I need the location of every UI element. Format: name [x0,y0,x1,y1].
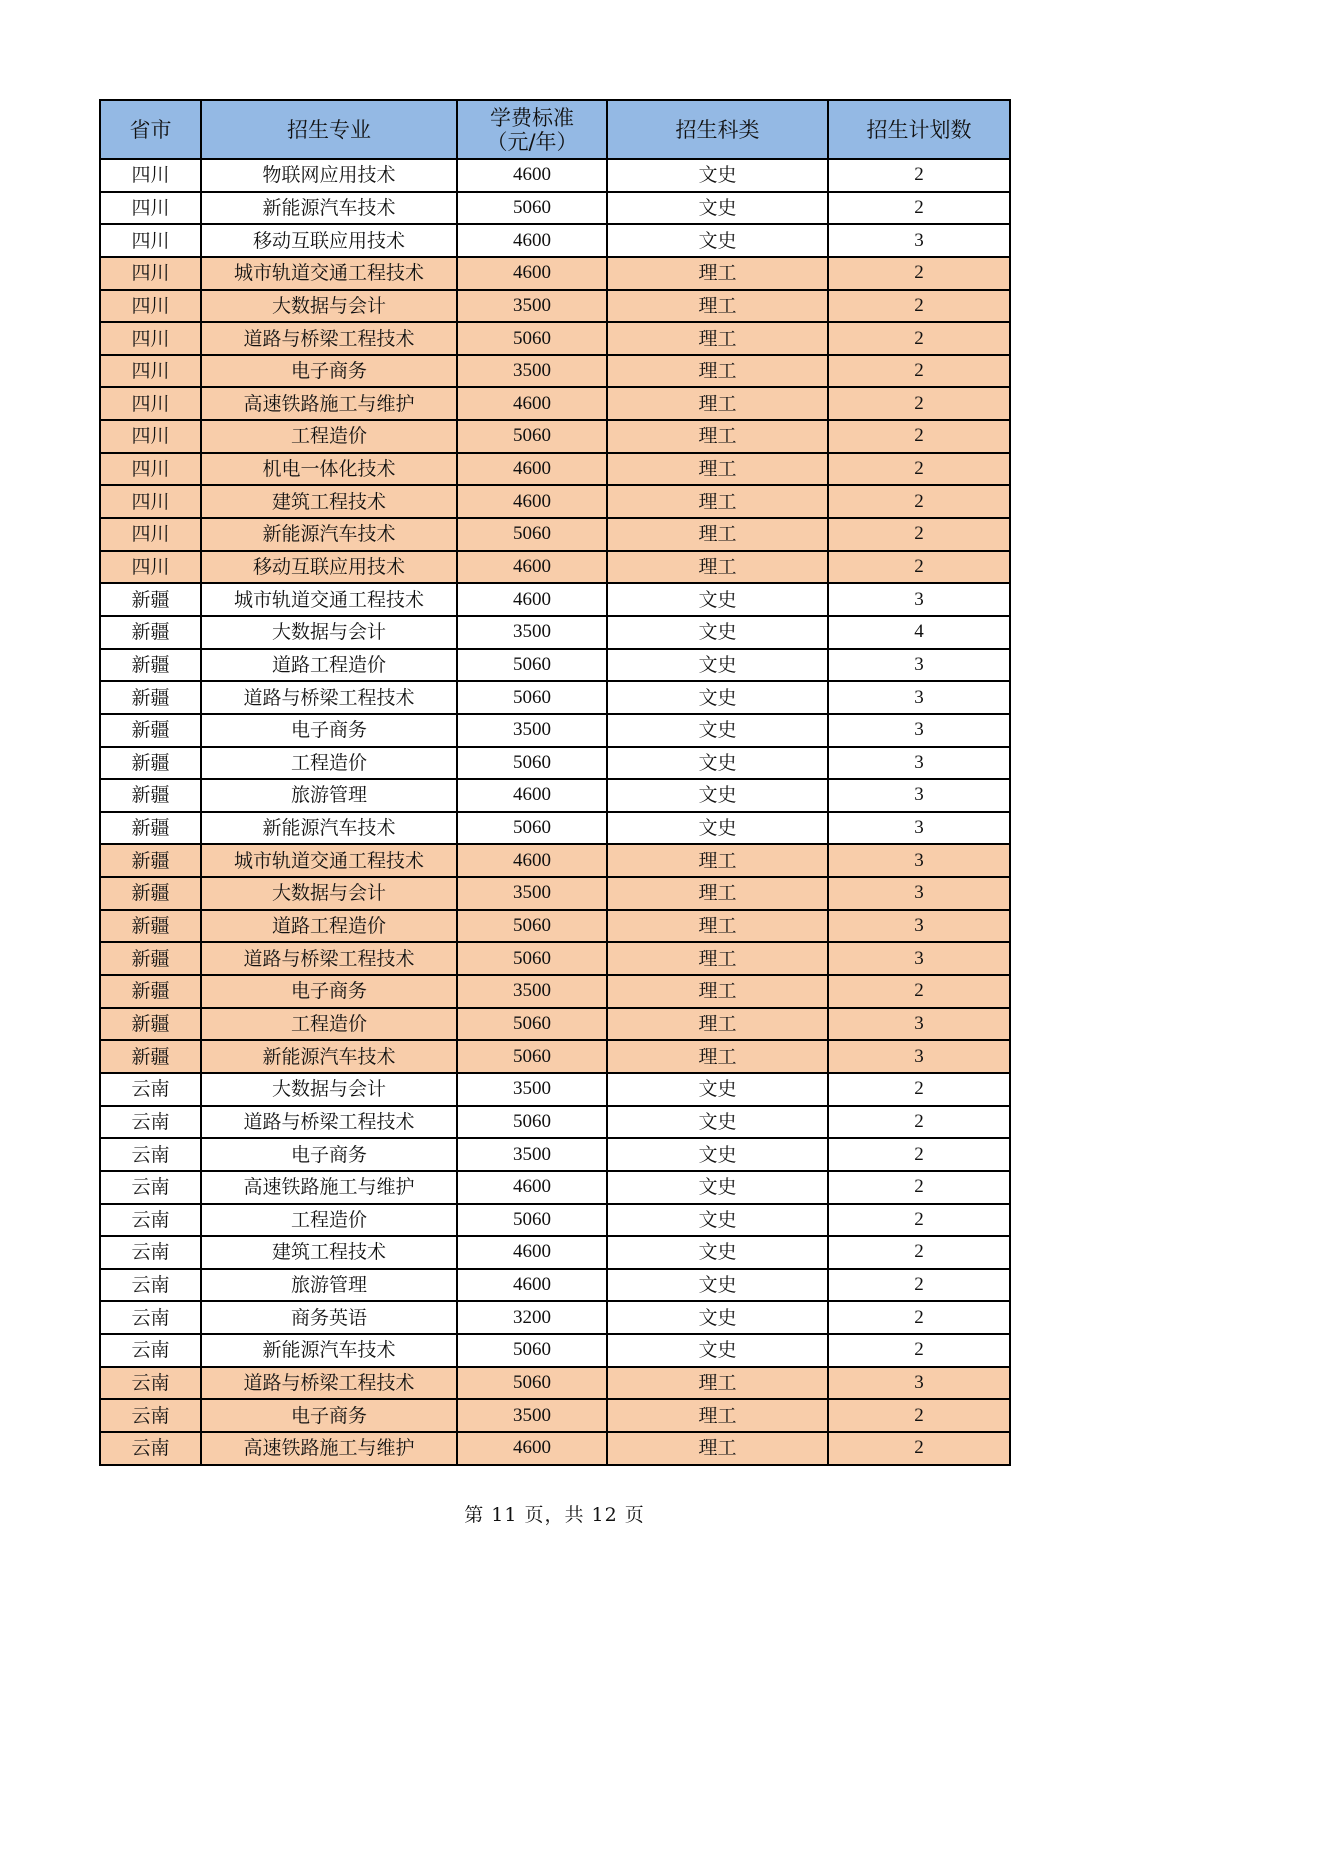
cell-category: 文史 [607,192,828,225]
cell-major: 新能源汽车技术 [201,1040,457,1073]
cell-major: 新能源汽车技术 [201,518,457,551]
cell-tuition: 3500 [457,1073,607,1106]
cell-plan-count: 2 [828,1204,1010,1237]
cell-province: 新疆 [100,910,201,943]
cell-category: 文史 [607,779,828,812]
cell-province: 四川 [100,551,201,584]
cell-tuition: 5060 [457,1204,607,1237]
cell-tuition: 5060 [457,192,607,225]
cell-province: 新疆 [100,747,201,780]
cell-major: 高速铁路施工与维护 [201,387,457,420]
cell-category: 理工 [607,257,828,290]
cell-tuition: 5060 [457,1040,607,1073]
header-plan-count: 招生计划数 [828,100,1010,159]
cell-category: 文史 [607,1171,828,1204]
cell-plan-count: 2 [828,1171,1010,1204]
cell-tuition: 4600 [457,844,607,877]
cell-province: 云南 [100,1269,201,1302]
cell-major: 高速铁路施工与维护 [201,1432,457,1465]
cell-major: 电子商务 [201,1399,457,1432]
cell-tuition: 4600 [457,551,607,584]
cell-plan-count: 2 [828,290,1010,323]
table-row [100,649,1010,682]
cell-tuition: 4600 [457,1269,607,1302]
table-row [100,747,1010,780]
cell-category: 文史 [607,1236,828,1269]
cell-plan-count: 3 [828,779,1010,812]
cell-tuition: 4600 [457,1171,607,1204]
cell-category: 理工 [607,453,828,486]
cell-province: 新疆 [100,812,201,845]
cell-major: 物联网应用技术 [201,159,457,192]
cell-category: 文史 [607,1106,828,1139]
table-row [100,485,1010,518]
cell-major: 商务英语 [201,1301,457,1334]
cell-province: 四川 [100,322,201,355]
cell-plan-count: 2 [828,387,1010,420]
cell-plan-count: 2 [828,975,1010,1008]
cell-major: 道路与桥梁工程技术 [201,1367,457,1400]
table-row [100,420,1010,453]
cell-major: 机电一体化技术 [201,453,457,486]
cell-province: 四川 [100,159,201,192]
cell-plan-count: 2 [828,159,1010,192]
cell-major: 建筑工程技术 [201,485,457,518]
cell-category: 文史 [607,1073,828,1106]
cell-category: 理工 [607,877,828,910]
cell-major: 高速铁路施工与维护 [201,1171,457,1204]
cell-tuition: 3500 [457,290,607,323]
cell-major: 建筑工程技术 [201,1236,457,1269]
cell-province: 四川 [100,290,201,323]
cell-category: 理工 [607,1008,828,1041]
cell-province: 新疆 [100,649,201,682]
cell-category: 文史 [607,649,828,682]
cell-province: 新疆 [100,616,201,649]
cell-plan-count: 3 [828,1008,1010,1041]
cell-tuition: 5060 [457,649,607,682]
cell-province: 新疆 [100,844,201,877]
cell-category: 理工 [607,485,828,518]
cell-plan-count: 2 [828,1399,1010,1432]
cell-category: 理工 [607,518,828,551]
header-tuition [457,100,607,159]
cell-province: 新疆 [100,714,201,747]
cell-province: 云南 [100,1399,201,1432]
table-row [100,1073,1010,1106]
table-row [100,1367,1010,1400]
cell-plan-count: 4 [828,616,1010,649]
cell-category: 理工 [607,844,828,877]
cell-category: 理工 [607,387,828,420]
cell-tuition: 4600 [457,1236,607,1269]
table-row [100,224,1010,257]
cell-tuition: 5060 [457,518,607,551]
cell-tuition: 4600 [457,1432,607,1465]
table-row [100,877,1010,910]
cell-tuition: 5060 [457,1367,607,1400]
cell-plan-count: 2 [828,1334,1010,1367]
cell-major: 道路工程造价 [201,910,457,943]
cell-province: 四川 [100,485,201,518]
cell-tuition: 3500 [457,877,607,910]
cell-category: 文史 [607,583,828,616]
cell-plan-count: 3 [828,1367,1010,1400]
table-row [100,616,1010,649]
cell-major: 道路与桥梁工程技术 [201,1106,457,1139]
cell-province: 云南 [100,1106,201,1139]
cell-province: 四川 [100,453,201,486]
cell-tuition: 3500 [457,714,607,747]
cell-category: 理工 [607,1367,828,1400]
cell-province: 新疆 [100,583,201,616]
cell-province: 云南 [100,1171,201,1204]
cell-category: 理工 [607,1399,828,1432]
table-row [100,1301,1010,1334]
cell-plan-count: 3 [828,942,1010,975]
cell-tuition: 5060 [457,322,607,355]
table-row [100,518,1010,551]
cell-province: 云南 [100,1236,201,1269]
cell-tuition: 5060 [457,681,607,714]
header-category: 招生科类 [607,100,828,159]
cell-tuition: 5060 [457,812,607,845]
cell-province: 云南 [100,1301,201,1334]
cell-category: 理工 [607,420,828,453]
header-major: 招生专业 [201,100,457,159]
cell-tuition: 5060 [457,1334,607,1367]
cell-province: 云南 [100,1367,201,1400]
cell-plan-count: 2 [828,420,1010,453]
cell-province: 四川 [100,355,201,388]
cell-province: 云南 [100,1432,201,1465]
cell-plan-count: 3 [828,1040,1010,1073]
table-row [100,1432,1010,1465]
cell-category: 文史 [607,747,828,780]
table-row [100,387,1010,420]
table-row [100,1040,1010,1073]
cell-plan-count: 2 [828,518,1010,551]
table-row [100,779,1010,812]
cell-plan-count: 2 [828,1432,1010,1465]
cell-category: 文史 [607,1138,828,1171]
table-row [100,1138,1010,1171]
cell-category: 文史 [607,224,828,257]
cell-tuition: 5060 [457,942,607,975]
cell-plan-count: 3 [828,649,1010,682]
cell-plan-count: 2 [828,257,1010,290]
table-row [100,975,1010,1008]
table-row [100,1334,1010,1367]
cell-plan-count: 2 [828,1236,1010,1269]
table-row [100,910,1010,943]
header-province: 省市 [100,100,201,159]
cell-category: 文史 [607,812,828,845]
cell-plan-count: 2 [828,192,1010,225]
table-row [100,1269,1010,1302]
cell-province: 四川 [100,420,201,453]
cell-category: 理工 [607,290,828,323]
cell-plan-count: 2 [828,485,1010,518]
cell-category: 文史 [607,681,828,714]
cell-major: 道路工程造价 [201,649,457,682]
cell-major: 新能源汽车技术 [201,1334,457,1367]
cell-tuition: 4600 [457,583,607,616]
cell-plan-count: 2 [828,1073,1010,1106]
cell-plan-count: 2 [828,355,1010,388]
cell-province: 四川 [100,518,201,551]
cell-tuition: 4600 [457,453,607,486]
cell-major: 工程造价 [201,747,457,780]
cell-major: 电子商务 [201,714,457,747]
cell-major: 城市轨道交通工程技术 [201,583,457,616]
cell-category: 理工 [607,942,828,975]
cell-major: 道路与桥梁工程技术 [201,681,457,714]
cell-tuition: 4600 [457,159,607,192]
table-header-row [100,100,1010,159]
cell-major: 电子商务 [201,1138,457,1171]
cell-tuition: 4600 [457,485,607,518]
cell-plan-count: 2 [828,551,1010,584]
cell-tuition: 4600 [457,779,607,812]
cell-category: 理工 [607,322,828,355]
table-row [100,681,1010,714]
cell-tuition: 3500 [457,1399,607,1432]
cell-major: 电子商务 [201,975,457,1008]
cell-plan-count: 3 [828,812,1010,845]
cell-major: 旅游管理 [201,779,457,812]
cell-tuition: 4600 [457,224,607,257]
cell-category: 文史 [607,714,828,747]
cell-plan-count: 3 [828,844,1010,877]
table-row [100,453,1010,486]
table-row [100,1204,1010,1237]
table-row [100,583,1010,616]
cell-tuition: 3500 [457,975,607,1008]
cell-plan-count: 3 [828,681,1010,714]
cell-plan-count: 2 [828,1301,1010,1334]
cell-major: 大数据与会计 [201,877,457,910]
cell-category: 理工 [607,551,828,584]
cell-major: 新能源汽车技术 [201,192,457,225]
cell-major: 工程造价 [201,1204,457,1237]
table-row [100,812,1010,845]
cell-province: 四川 [100,387,201,420]
table-body [100,159,1010,1465]
cell-plan-count: 3 [828,877,1010,910]
cell-tuition: 3500 [457,355,607,388]
cell-plan-count: 3 [828,224,1010,257]
table-row [100,714,1010,747]
cell-major: 城市轨道交通工程技术 [201,844,457,877]
cell-major: 移动互联应用技术 [201,224,457,257]
cell-province: 新疆 [100,1040,201,1073]
cell-plan-count: 3 [828,747,1010,780]
cell-major: 新能源汽车技术 [201,812,457,845]
cell-tuition: 4600 [457,257,607,290]
cell-province: 云南 [100,1204,201,1237]
cell-tuition: 5060 [457,1008,607,1041]
table-row [100,290,1010,323]
table-row [100,322,1010,355]
cell-category: 文史 [607,1301,828,1334]
cell-category: 文史 [607,159,828,192]
cell-tuition: 5060 [457,910,607,943]
table-row [100,1008,1010,1041]
cell-major: 大数据与会计 [201,290,457,323]
page-footer: 第 11 页，共 12 页 [464,1504,645,1526]
cell-major: 工程造价 [201,420,457,453]
cell-major: 大数据与会计 [201,616,457,649]
cell-plan-count: 2 [828,1106,1010,1139]
cell-province: 云南 [100,1138,201,1171]
cell-province: 四川 [100,257,201,290]
cell-plan-count: 3 [828,910,1010,943]
table-row [100,551,1010,584]
cell-major: 旅游管理 [201,1269,457,1302]
cell-province: 新疆 [100,1008,201,1041]
cell-province: 新疆 [100,681,201,714]
cell-category: 文史 [607,1334,828,1367]
enrollment-plan-table [99,99,1011,1466]
cell-major: 道路与桥梁工程技术 [201,942,457,975]
cell-plan-count: 2 [828,1269,1010,1302]
cell-category: 文史 [607,1269,828,1302]
cell-plan-count: 2 [828,322,1010,355]
cell-category: 文史 [607,616,828,649]
cell-province: 新疆 [100,942,201,975]
cell-plan-count: 3 [828,583,1010,616]
table-row [100,1106,1010,1139]
cell-province: 云南 [100,1073,201,1106]
table-row [100,355,1010,388]
cell-province: 云南 [100,1334,201,1367]
table-row [100,1399,1010,1432]
cell-major: 电子商务 [201,355,457,388]
cell-tuition: 3500 [457,1138,607,1171]
cell-category: 理工 [607,1040,828,1073]
cell-category: 理工 [607,975,828,1008]
cell-plan-count: 3 [828,714,1010,747]
cell-province: 四川 [100,192,201,225]
cell-province: 新疆 [100,779,201,812]
table-row [100,1236,1010,1269]
cell-category: 理工 [607,355,828,388]
cell-plan-count: 2 [828,453,1010,486]
cell-tuition: 5060 [457,420,607,453]
cell-major: 大数据与会计 [201,1073,457,1106]
header-tuition-line1: 学费标准 [490,105,574,130]
cell-major: 移动互联应用技术 [201,551,457,584]
cell-tuition: 5060 [457,1106,607,1139]
cell-plan-count: 2 [828,1138,1010,1171]
cell-major: 道路与桥梁工程技术 [201,322,457,355]
table-row [100,257,1010,290]
table-row [100,159,1010,192]
cell-category: 理工 [607,1432,828,1465]
cell-major: 工程造价 [201,1008,457,1041]
cell-major: 城市轨道交通工程技术 [201,257,457,290]
cell-category: 理工 [607,910,828,943]
table-row [100,1171,1010,1204]
cell-province: 新疆 [100,975,201,1008]
cell-category: 文史 [607,1204,828,1237]
cell-tuition: 4600 [457,387,607,420]
cell-tuition: 3500 [457,616,607,649]
table-row [100,942,1010,975]
cell-tuition: 3200 [457,1301,607,1334]
header-tuition-line2: （元/年） [486,129,578,154]
table-row [100,192,1010,225]
cell-province: 四川 [100,224,201,257]
cell-province: 新疆 [100,877,201,910]
table-row [100,844,1010,877]
cell-tuition: 5060 [457,747,607,780]
